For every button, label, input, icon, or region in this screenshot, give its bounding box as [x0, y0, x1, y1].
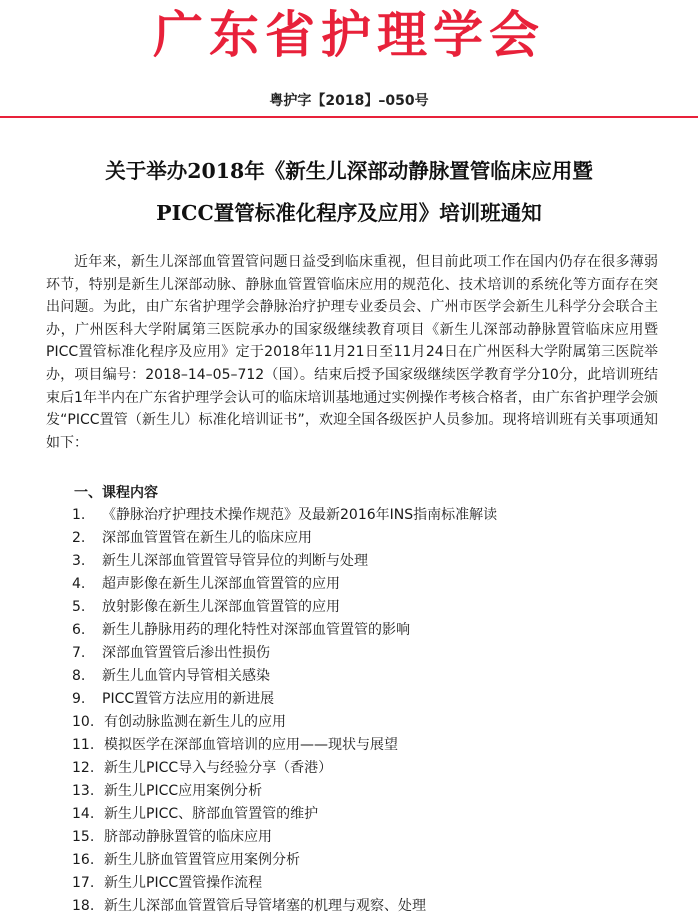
list-item [72, 688, 672, 711]
list-item-text: 新生儿PICC置管操作流程 [104, 875, 263, 891]
list-item [72, 872, 672, 895]
list-item-number: 16. [72, 852, 95, 868]
list-item-number: 4. [72, 576, 86, 592]
intro-paragraph: 近年来，新生儿深部血管置管问题日益受到临床重视，但目前此项工作在国内仍存在很多薄弱环节，特别是新生儿深部动脉、静脉血管置管临床应用的规范化、技术培训的系统化等方面存在突出问题。为此，由广东省护理学会静脉治疗护理专业委员会、广州市医学会新生儿科学分会联合主办，广州医科大学附属第三医院承办的国家级继续教育项目《新生儿深部动静脉置管临床应用暨PICC置管标准化程序及应用》定于2018年11月21日至11月24日在广州医科大学附属第三医院举办，项目编号：2018–14–05–712（国）。结束后授予国家级继续医学教育学分10分，此培训班结束后1年半内在广东省护理学会认可的临床培训基地通过实例操作考核合格者，由广东省护理学会颁发“PICC置管（新生儿）标准化培训证书”，欢迎全国各级医护人员参加。现将培训班有关事项通知如下： [46, 254, 658, 451]
list-item-number: 17. [72, 875, 95, 891]
list-item [72, 596, 672, 619]
notice-title [0, 150, 698, 234]
list-item-text: 《静脉治疗护理技术操作规范》及最新2016年INS指南标准解读 [102, 507, 498, 523]
list-item [72, 711, 672, 734]
header-divider [0, 116, 698, 118]
list-item-number: 7. [72, 645, 86, 661]
list-item-number: 3. [72, 553, 86, 569]
list-item-text: 脐部动静脉置管的临床应用 [104, 829, 272, 845]
list-item [72, 504, 672, 527]
list-item-text: 新生儿PICC应用案例分析 [104, 783, 263, 799]
list-item-number: 5. [72, 599, 86, 615]
list-item-text: 放射影像在新生儿深部血管置管的应用 [102, 599, 340, 615]
list-item-number: 2. [72, 530, 86, 546]
org-name-header: 广东省护理学会 [153, 6, 545, 64]
list-item-text: PICC置管方法应用的新进展 [102, 691, 275, 707]
notice-body [46, 251, 658, 454]
list-item-text: 深部血管置管在新生儿的临床应用 [102, 530, 312, 546]
list-item [72, 573, 672, 596]
list-item-number: 18. [72, 898, 95, 914]
list-item-number: 8. [72, 668, 86, 684]
list-item-text: 新生儿深部血管置管导管异位的判断与处理 [102, 553, 368, 569]
list-item [72, 665, 672, 688]
list-item-text: 新生儿脐血管置管应用案例分析 [104, 852, 300, 868]
list-item [72, 757, 672, 780]
list-item [72, 734, 672, 757]
list-item-number: 11. [72, 737, 95, 753]
list-item-number: 9. [72, 691, 86, 707]
section-heading-course: 一、课程内容 [74, 485, 158, 501]
list-item-number: 10. [72, 714, 95, 730]
list-item-text: 模拟医学在深部血管培训的应用——现状与展望 [104, 737, 398, 753]
notice-title-line-1: 关于举办2018年《新生儿深部动静脉置管临床应用暨 [105, 159, 593, 183]
list-item [72, 780, 672, 803]
list-item [72, 550, 672, 573]
list-item-text: 深部血管置管后渗出性损伤 [102, 645, 270, 661]
list-item-number: 14. [72, 806, 95, 822]
list-item [72, 803, 672, 826]
list-item [72, 826, 672, 849]
document-number: 粤护字【2018】–050号 [269, 93, 429, 109]
list-item [72, 527, 672, 550]
list-item [72, 642, 672, 665]
notice-title-line-2: PICC置管标准化程序及应用》培训班通知 [156, 201, 542, 225]
list-item-number: 12. [72, 760, 95, 776]
list-item-text: 新生儿静脉用药的理化特性对深部血管置管的影响 [102, 622, 410, 638]
list-item-text: 新生儿PICC、脐部血管置管的维护 [104, 806, 319, 822]
list-item-number: 15. [72, 829, 95, 845]
list-item-text: 有创动脉监测在新生儿的应用 [104, 714, 286, 730]
list-item [72, 619, 672, 642]
list-item-text: 新生儿深部血管置管后导管堵塞的机理与观察、处理 [104, 898, 426, 914]
list-item-text: 新生儿PICC导入与经验分享（香港） [104, 760, 333, 776]
list-item-text: 超声影像在新生儿深部血管置管的应用 [102, 576, 340, 592]
list-item-number: 1. [72, 507, 86, 523]
course-list [72, 504, 672, 918]
list-item-number: 13. [72, 783, 95, 799]
list-item [72, 849, 672, 872]
list-item-number: 6. [72, 622, 86, 638]
list-item-text: 新生儿血管内导管相关感染 [102, 668, 270, 684]
